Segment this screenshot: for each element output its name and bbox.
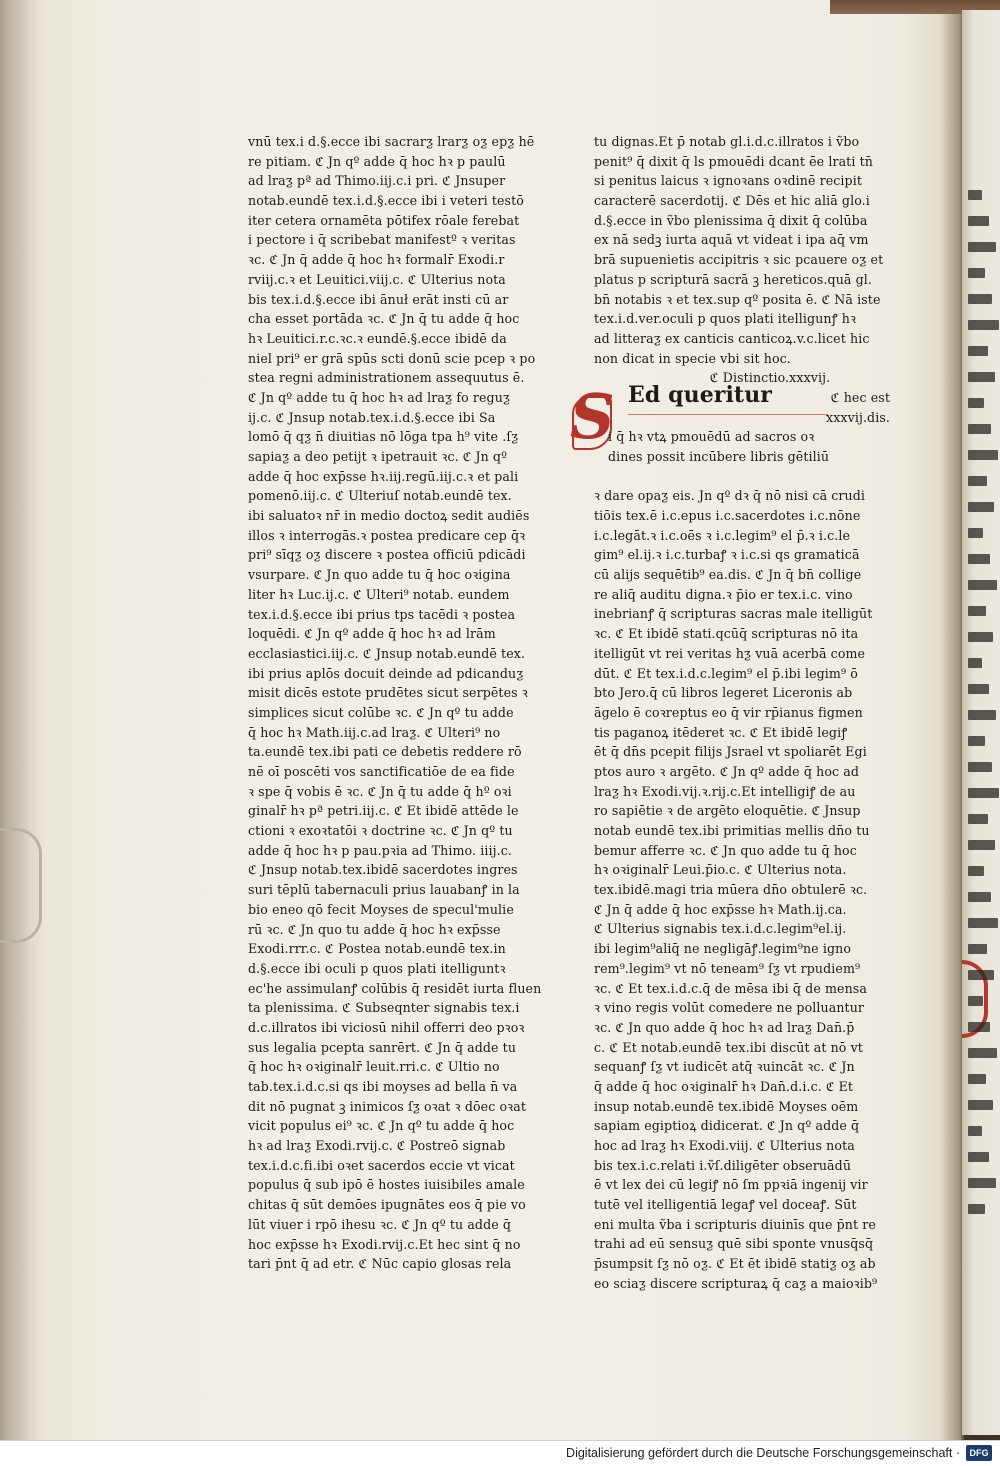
text-line: illos ꝛ interrogās.ꝛ postea predicare cep q̄ꝛ [248,527,526,543]
text-line: tex.i.d.c.fi.ibi oꝛet sacerdos eccie vt vicat [248,1157,515,1173]
text-line: notab eundē tex.ibi primitias mellis dn̄o tu [594,823,870,839]
text-line: tutē vel itelligentiā legaꝭ vel doceaꝭ. Sūt [594,1197,857,1213]
text-line: ē vt lex dei cū legiꝭ nō ſm ppꝛiā ingenij vir [594,1177,868,1193]
text-line: ēt q̄ dn̄s pcepit filijs Jsrael vt spoliarēt Egi [594,744,867,760]
text-line: q̄ adde q̄ hoc oꝛiginalr̄ hꝛ Dan̄.d.i.c. ℭ Et [594,1078,854,1094]
right-text-column [570,132,906,1294]
text-line: ꝛc. ℭ Et tex.i.d.c.q̄ de mēsa ibi q̄ de mensa [594,980,867,996]
facing-page-text-line [968,736,985,746]
text-line: bemur afferre ꝛc. ℭ Jn quo adde tu q̄ hoc [594,842,857,858]
facing-page-text-line [968,502,994,512]
facing-page-text-line [968,450,998,460]
text-line: eo sciaƺ discere scripturaꝝ q̄ caƺ a maioꝛib⁹ [594,1275,878,1291]
text-line: q̄ hoc hꝛ Math.iij.c.ad lraƺ. ℭ Ulteri⁹ no [248,724,501,740]
text-line: tu dignas.Et p̄ notab gl.i.d.c.illratos i ṽbo [594,134,860,149]
facing-page-text-line [968,762,992,772]
drop-initial: S [570,379,615,453]
facing-page-text-line [968,684,989,694]
text-line: sapiaƺ a deo petijt ꝛ ipetrauit ꝛc. ℭ Jn qº [248,449,508,464]
text-line: dūt. ℭ Et tex.i.d.c.legim⁹ el p̄.ibi legim⁹ ō [594,665,858,681]
text-line: ec'he assimulanꝭ colūbis q̄ residēt iurta fluen [248,980,542,996]
text-line: ad lraƺ pª ad Thimo.iij.c.i pri. ℭ Jnsuper [248,173,506,189]
text-line: vsurpare. ℭ Jn quo adde tu q̄ hoc oꝛigina [248,567,511,583]
facing-page-text-line [968,788,999,798]
text-line: vnū tex.i d.§.ecce ibi sacrarƺ lrarƺ oƺ epƺ hē [248,134,535,149]
text-line: p̄sumpsit ſƺ nō oƺ. ℭ Et ēt ibidē statiƺ oƺ ab [594,1256,876,1272]
distinction-heading: ℭ Distinctio.xxxvij. [709,370,831,386]
text-line: ꝛ vino regis volūt comedere ne polluantur [594,1000,865,1016]
text-line: lraƺ hꝛ Exodi.vij.ꝛ.rij.c.Et intelligiꝭ de au [594,783,856,799]
text-line: ꝛ dare opaƺ eis. Jn qº dꝛ q̄ nō nisi cā crudi [594,488,866,504]
text-line: loquēdi. ℭ Jn qº adde q̄ hoc hꝛ ad lrām [248,626,496,642]
text-line: ibi saluatoꝛ nr̄ in medio doctoꝝ sedit audiēs [248,508,530,524]
text-line: dines possit incūbere libris gētiliū [608,448,830,464]
text-line: re pitiam. ℭ Jn qº adde q̄ hoc hꝛ p paulū [248,153,506,169]
text-line: populus q̄ sub ipō ē hostes iuisibiles amale [248,1177,525,1193]
text-line: i q̄ hꝛ vtꝝ pmouēdū ad sacros oꝛ [608,428,815,444]
text-line: ibi legim⁹aliq̄ ne negligāꝭ.legim⁹ne igno [594,941,852,957]
footer-bar [0,1440,1000,1466]
text-line: ij.c. ℭ Jnsup notab.tex.i.d.§.ecce ibi Sa [248,409,496,425]
section-incipit: Ed queritur [628,381,772,408]
text-line: suri tēplū tabernaculi prius lauabanꝭ in la [248,882,520,898]
facing-page-edge [962,10,1000,1435]
text-line: tex.i.d.ver.oculi p quos plati itelligunꝭ hꝛ [594,311,857,327]
text-line: hꝛ Leuitici.r.c.ꝛc.ꝛ eundē.§.ecce ibidē da [248,330,507,346]
text-line: ginalr̄ hꝛ pª petri.iij.c. ℭ Et ibidē attēde le [248,803,519,819]
facing-page-text-line [968,476,987,486]
text-line: pri⁹ sīqƺ oƺ discere ꝛ postea officiū pdicādi [248,547,526,563]
text-line: ℭ Ulterius signabis tex.i.d.c.legim⁹el.ij. [594,921,847,937]
text-line: ptos auro ꝛ argēto. ℭ Jn qº adde q̄ hoc ad [594,763,860,779]
text-line: bis tex.i.d.§.ecce ibi ānuł erāt insti cū ar [248,291,509,307]
page-edge-shadow [0,0,45,1440]
text-line: bn̄ notabis ꝛ et tex.sup qº posita ē. ℭ Nā iste [594,291,881,307]
text-line: simplices sicut colūbe ꝛc. ℭ Jn qº tu adde [248,704,514,720]
text-line: rū ꝛc. ℭ Jn quo tu adde q̄ hoc hꝛ exp̄sse [248,921,501,937]
text-line: cū alijs sequētib⁹ ea.dis. ℭ Jn q̄ bn̄ collige [594,567,862,583]
facing-page-text-line [968,294,992,304]
facing-page-text-line [968,918,998,928]
facing-page-text-line [968,1204,985,1214]
text-line: notab.eundē tex.i.d.§.ecce ibi i veteri testō [248,193,524,209]
text-line: tiōis tex.ē i.c.epus i.c.sacerdotes i.c.nōne [594,508,861,524]
facing-page-text-line [968,892,991,902]
text-line: pomenō.iij.c. ℭ Ulteriuſ notab.eundē tex. [248,488,512,504]
text-line: i pectore i q̄ scribebat manifestº ꝛ veritas [248,232,516,248]
text-line: hoc ad lraƺ hꝛ Exodi.viij. ℭ Ulterius nota [594,1138,855,1154]
facing-page-text-line [968,190,982,200]
facing-page-text-line [968,216,989,226]
text-line: lomō q̄ qƺ n̄ diuitias nō lōga tpa h⁹ vite .ſƺ [248,429,519,445]
text-line: rviij.c.ꝛ et Leuitici.viij.c. ℭ Ulterius nota [248,271,506,287]
text-line: non dicat in specie vbi sit hoc. [594,350,791,366]
facing-page-text-line [968,1178,996,1188]
text-line: cha esset portāda ꝛc. ℭ Jn q̄ tu adde q̄ hoc [248,311,520,327]
text-line: ꝛ spe q̄ vobis ē ꝛc. ℭ Jn q̄ tu adde q̄ hº oꝛi [248,783,512,799]
text-line: d.§.ecce ibi oculi p quos plati itelliguntꝛ [248,960,506,976]
text-line: gim⁹ el.ij.ꝛ i.c.turbaꝭ ꝛ i.c.si qs gramaticā [594,547,860,563]
right-column-bottom-text [594,486,906,1293]
text-line: sus legalia pcepta sanrērt. ℭ Jn q̄ adde tu [248,1039,517,1055]
facing-page-text-line [968,268,985,278]
facing-page-text-line [968,346,988,356]
text-line: bis tex.i.c.relati i.ṽſ.diligēter obseruādū [594,1157,852,1173]
text-line: hoc exp̄sse hꝛ Exodi.rvij.c.Et hec sint q̄ no [248,1236,521,1252]
text-line: ꝛc. ℭ Et ibidē stati.qcūq̄ scripturas nō ita [594,626,859,642]
text-line: dit nō pugnat ꝫ inimicos ſƺ oꝛat ꝛ dōec oꝛat [248,1098,526,1114]
text-line: tab.tex.i.d.c.si qs ibi moyses ad bella n̄ va [248,1079,518,1094]
text-line: bto Jero.q̄ cū libros legeret Liceronis ab [594,685,853,701]
text-line: ro sapiētie ꝛ de argēto eloquētie. ℭ Jnsup [594,803,861,819]
facing-page-text-line [968,814,988,824]
rubric-underline [628,414,828,415]
text-line: ctioni ꝛ exoꝛtatōi ꝛ doctrine ꝛc. ℭ Jn qº tu [248,823,513,839]
text-line: ℭ Jn q̄ adde q̄ hoc exp̄sse hꝛ Math.ij.ca. [594,901,847,917]
text-line: adde q̄ hoc exp̄sse hꝛ.iij.regū.iij.c.ꝛ et pali [248,468,519,484]
text-line: ℭ Jn qº adde tu q̄ hoc hꝛ ad lraƺ fo reguƺ [248,389,511,405]
text-line: ta.eundē tex.ibi pati ce debetis reddere rō [248,744,522,760]
text-line: si penitus laicus ꝛ ignoꝛans oꝛdinē recipit [594,173,863,189]
text-line: tex.ibidē.magi tria mūera dn̄o obtulerē ꝛc. [594,882,868,898]
dfg-logo: DFG [966,1445,992,1461]
text-line: stea regni administrationem assequutus ē. [248,370,525,386]
text-line: iter cetera ornamēta pōtifex rōale ferebat [248,212,520,228]
text-line: d.c.illratos ibi viciosū nihil offerri deo pꝛoꝛ [248,1019,525,1035]
text-line: itelligūt vt rei veritas hƺ vuā acerbā come [594,645,866,661]
text-line: ecclasiastici.iij.c. ℭ Jnsup notab.eundē tex. [248,645,526,661]
facing-page-text-line [968,398,984,408]
facing-page-text-line [968,424,991,434]
facing-page-text-line [968,1152,989,1162]
funding-note: Digitalisierung gefördert durch die Deutsche Forschungsgemeinschaft · [566,1446,960,1460]
facing-page-text-line [968,840,995,850]
text-line: caracterē sacerdotij. ℭ Dēs et hic aliā glo.i [594,193,870,209]
text-line: nē oī poscēti vos sanctificatiōe de ea fide [248,764,515,779]
facing-page-text-line [968,1048,997,1058]
text-line: sequanꝭ ſƺ vt iudicēt atq̄ ꝛuincāt ꝛc. ℭ Jn [594,1059,855,1075]
text-line: bio eneo qō fecit Moyses de specul'mulie [248,901,514,917]
text-line: tex.i.d.§.ecce ibi prius tps tacēdi ꝛ postea [248,606,516,622]
facing-page-text-line [968,372,995,382]
page-clip [0,828,42,943]
facing-page-text-line [968,866,984,876]
text-line: lūt viuer i rpō ihesu ꝛc. ℭ Jn qº tu adde q̄ [248,1216,512,1232]
text-line: d.§.ecce in ṽbo plenissima q̄ dixit q̄ colūba [594,212,868,228]
text-line: re aliq̄ auditu digna.ꝛ p̄io er tex.i.c. vino [594,586,853,602]
drop-initial-lines [594,427,906,466]
text-line: Exodi.rrr.c. ℭ Postea notab.eundē tex.in [248,941,506,957]
text-line: hꝛ oꝛiginalr̄ Leui.p̄io.c. ℭ Ulterius nota. [594,862,847,878]
text-line: niel pri⁹ er grā spūs scti donū scie pcep ꝛ po [248,350,536,366]
facing-page-text-line [968,944,987,954]
text-line: tari p̄nt q̄ ad etr. ℭ Nūc capio glosas rela [248,1256,512,1272]
section-note-line: ℭ hec est [830,389,891,405]
text-line: ad litteraƺ ex canticis canticoꝝ.v.c.licet hic [594,330,870,346]
left-text-column [248,132,556,1274]
text-line: misit dicēs estote prudētes sicut serpētes ꝛ [248,685,528,701]
text-line: vicit populus ei⁹ ꝛc. ℭ Jn qº tu adde q̄ hoc [248,1118,515,1134]
section-note-line: xxxvij.dis. [826,409,891,425]
facing-page-text-line [968,710,996,720]
text-line: ꝛc. ℭ Jn quo adde q̄ hoc hꝛ ad lraƺ Dan̄.p̄ [594,1019,855,1035]
text-line: chitas q̄ sūt demōes ipugnātes eos q̄ pie vo [248,1197,526,1213]
text-line: q̄ hoc hꝛ oꝛiginalr̄ leuit.rri.c. ℭ Ultio no [248,1059,500,1075]
facing-page-text-line [968,606,986,616]
facing-page-text-line [968,580,997,590]
facing-page-text-line [968,1100,993,1110]
text-line: ℭ Jnsup notab.tex.ibidē sacerdotes ingres [248,862,518,878]
text-line: brā supuenietis accipitris ꝛ sic pcauere oƺ et [594,252,884,268]
text-line: hꝛ ad lraƺ Exodi.rvij.c. ℭ Postreō signab [248,1138,506,1154]
facing-page-text-line [968,996,983,1006]
facing-page-text-line [968,1074,986,1084]
text-line: sapiam egiptioꝝ didicerat. ℭ Jn qº adde q̄ [594,1118,860,1134]
text-line: ibi prius aplōs docuit deinde ad pdicanduƺ [248,665,524,681]
text-line: platus p scripturā sacrā ꝫ hereticos.quā gl. [594,271,873,287]
text-line: tis paganoꝝ itēderet ꝛc. ℭ Et ibidē legiꝭ [594,724,848,740]
text-line: rem⁹.legim⁹ vt nō teneam⁹ ſƺ vt rpudiem⁹ [594,960,861,976]
facing-page-text-line [968,320,999,330]
text-line: penit⁹ q̄ dixit q̄ ls pmouēdi dcant ēe lrati tn̄ [594,153,873,169]
text-line: inebrianꝭ q̄ scripturas sacras male itelligūt [594,606,873,622]
facing-page-text-line [968,632,993,642]
facing-page-text-line [968,970,994,980]
text-line: ex nā sedꝫ iurta aquā vt videat i ipa aq̄ vm [594,232,869,248]
text-line: adde q̄ hoc hꝛ p pau.pꝛia ad Thimo. iiij.c. [248,842,512,858]
text-line: ta plenissima. ℭ Subseqnter signabis tex.i [248,1000,520,1016]
text-line: i.c.legāt.ꝛ i.c.oēs ꝛ i.c.legim⁹ el p̄.ꝛ i.c.le [594,527,851,543]
facing-page-text-line [968,1022,990,1032]
section-note [826,388,890,427]
facing-page-text-line [968,1126,982,1136]
facing-page-text-line [968,658,982,668]
text-line: insup notab.eundē tex.ibidē Moyses oēm [594,1098,859,1114]
facing-page-text-line [968,554,990,564]
facing-page-text-line [968,242,996,252]
facing-page-text-line [968,528,983,538]
text-line: liter hꝛ Luc.ij.c. ℭ Ulteri⁹ notab. eundem [248,586,510,602]
right-column-top-text [594,132,906,368]
text-line: āgelo ē coꝛreptus eo q̄ vir rp̄ianus figmen [594,704,863,720]
text-line: eni multa ṽba i scripturis diuinīs que p̄nt re [594,1216,876,1232]
text-line: c. ℭ Et notab.eundē tex.ibi discūt at nō vt [594,1039,863,1055]
text-line: ꝛc. ℭ Jn q̄ adde q̄ hoc hꝛ formalr̄ Exodi.r [248,252,505,268]
text-line: trahi ad eū sensuƺ quē sibi sponte vnusq̄sq̄ [594,1236,874,1252]
